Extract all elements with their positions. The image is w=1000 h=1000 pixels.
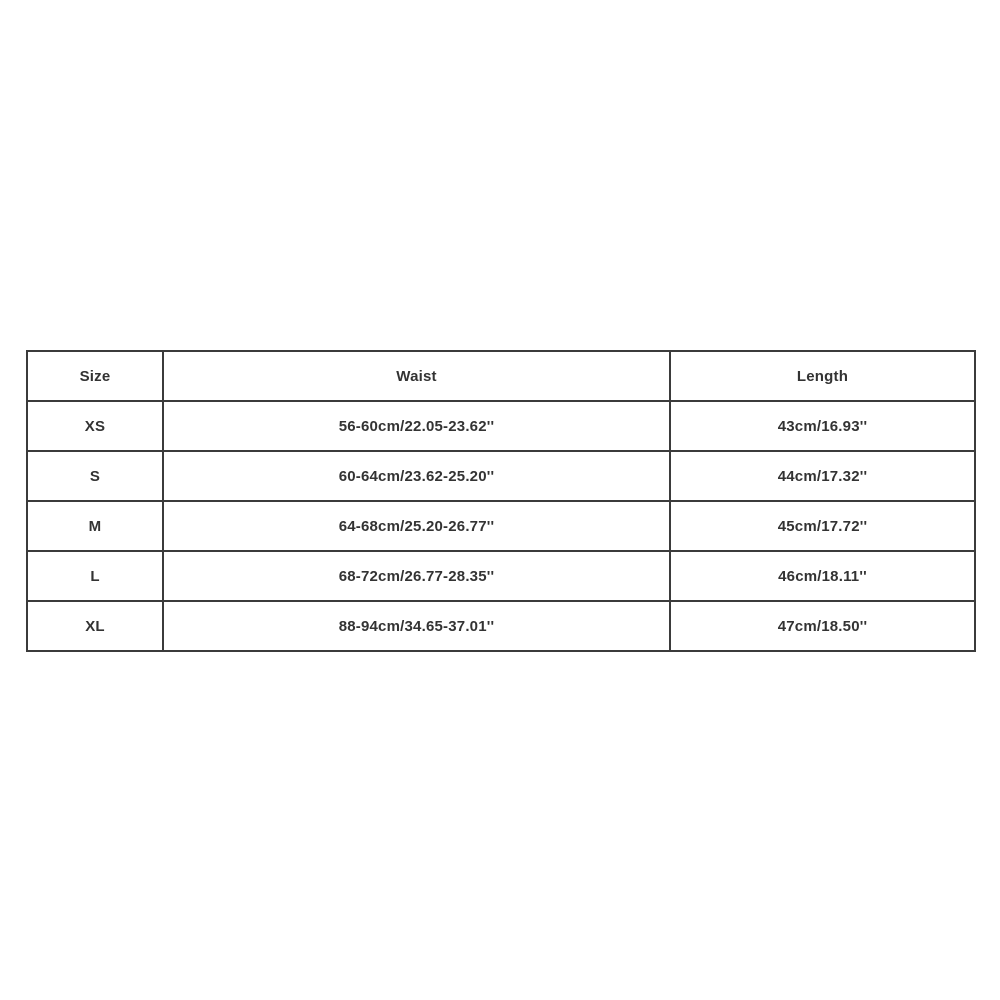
- cell-waist: 60-64cm/23.62-25.20'': [163, 451, 670, 501]
- cell-size: S: [27, 451, 163, 501]
- cell-size: XS: [27, 401, 163, 451]
- cell-length: 43cm/16.93'': [670, 401, 975, 451]
- header-cell-waist: Waist: [163, 351, 670, 401]
- table-row-m: [27, 501, 975, 551]
- size-chart-table: [26, 350, 976, 652]
- cell-length: 44cm/17.32'': [670, 451, 975, 501]
- cell-waist: 56-60cm/22.05-23.62'': [163, 401, 670, 451]
- cell-length: 47cm/18.50'': [670, 601, 975, 651]
- cell-waist: 64-68cm/25.20-26.77'': [163, 501, 670, 551]
- cell-length: 45cm/17.72'': [670, 501, 975, 551]
- cell-size: L: [27, 551, 163, 601]
- header-cell-length: Length: [670, 351, 975, 401]
- cell-size: XL: [27, 601, 163, 651]
- header-cell-size: Size: [27, 351, 163, 401]
- table-row-l: [27, 551, 975, 601]
- table-row-xs: [27, 401, 975, 451]
- table-row-xl: [27, 601, 975, 651]
- table-header-row: [27, 351, 975, 401]
- cell-size: M: [27, 501, 163, 551]
- table-row-s: [27, 451, 975, 501]
- cell-length: 46cm/18.11'': [670, 551, 975, 601]
- cell-waist: 68-72cm/26.77-28.35'': [163, 551, 670, 601]
- cell-waist: 88-94cm/34.65-37.01'': [163, 601, 670, 651]
